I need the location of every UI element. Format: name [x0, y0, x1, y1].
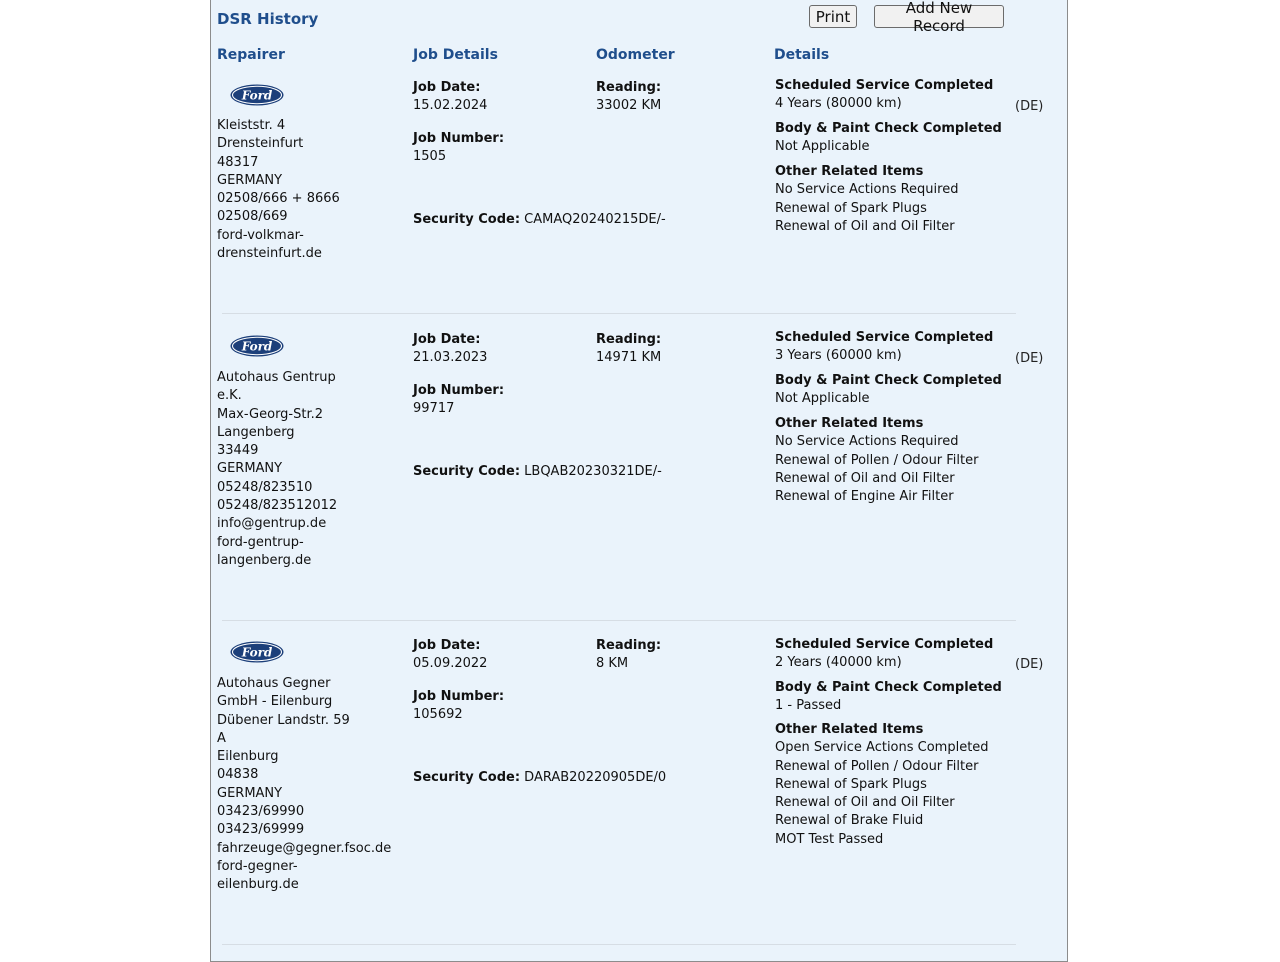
scheduled-value: 3 Years (60000 km)	[775, 348, 902, 364]
logo-text: Ford	[241, 645, 273, 660]
address-line: GERMANY	[217, 785, 283, 801]
address-line: Kleiststr. 4	[217, 118, 286, 133]
security-code	[413, 769, 666, 787]
address-line: 02508/666 + 8666	[217, 191, 340, 207]
column-header-odometer: Odometer	[596, 47, 675, 63]
address-line: GERMANY	[217, 172, 283, 188]
address-line: 33449	[217, 443, 259, 459]
address-line: A	[217, 730, 226, 746]
scheduled-value: 2 Years (40000 km)	[775, 655, 902, 671]
body-paint-check	[775, 679, 1002, 716]
other-item: Open Service Actions Completed	[775, 740, 989, 756]
country-code: (DE)	[1015, 657, 1044, 672]
print-button[interactable]: Print	[809, 5, 857, 28]
repairer-address	[217, 369, 337, 570]
scheduled-label: Scheduled Service Completed	[775, 637, 994, 652]
scheduled-label: Scheduled Service Completed	[775, 330, 994, 345]
country-code: (DE)	[1015, 351, 1044, 366]
job-date-value: 15.02.2024	[413, 98, 488, 114]
job-number	[413, 382, 504, 419]
job-date-label: Job Date:	[413, 638, 481, 653]
address-line: GmbH - Eilenburg	[217, 694, 333, 710]
other-item: MOT Test Passed	[775, 831, 884, 847]
repairer-address	[217, 675, 391, 895]
address-line: Dübener Landstr. 59	[217, 712, 350, 728]
record-divider	[222, 944, 1016, 945]
security-code-value: LBQAB20230321DE/-	[524, 464, 662, 479]
odometer-reading	[596, 637, 661, 674]
job-number-value: 99717	[413, 401, 455, 417]
scheduled-service	[775, 636, 993, 673]
record-divider	[222, 620, 1016, 621]
address-line: fahrzeuge@gegner.fsoc.de	[217, 840, 392, 856]
other-item: Renewal of Oil and Oil Filter	[775, 470, 955, 486]
job-number-label: Job Number:	[413, 383, 505, 398]
other-related-items	[775, 721, 989, 849]
other-item: Renewal of Spark Plugs	[775, 776, 927, 792]
address-line: GERMANY	[217, 461, 283, 477]
address-line: Langenberg	[217, 424, 295, 440]
security-code-value: CAMAQ20240215DE/-	[524, 212, 666, 227]
reading-value: 8 KM	[596, 656, 629, 672]
job-number	[413, 688, 504, 725]
address-line: drensteinfurt.de	[217, 246, 322, 262]
address-line: e.K.	[217, 388, 242, 404]
address-line: Autohaus Gentrup	[217, 370, 336, 385]
other-label: Other Related Items	[775, 164, 924, 179]
other-related-items	[775, 163, 958, 236]
reading-value: 33002 KM	[596, 98, 662, 114]
job-date-value: 05.09.2022	[413, 656, 488, 672]
address-line: 04838	[217, 767, 259, 783]
body-paint-value: 1 - Passed	[775, 698, 842, 714]
job-date	[413, 331, 487, 368]
address-line: ford-gentrup-	[217, 534, 304, 550]
address-line: ford-gegner-	[217, 858, 298, 874]
record-divider	[222, 313, 1016, 314]
address-line: 05248/823512012	[217, 498, 338, 514]
job-date-label: Job Date:	[413, 332, 481, 347]
security-code-label: Security Code:	[413, 464, 521, 479]
address-line: 48317	[217, 154, 259, 170]
other-related-items	[775, 415, 978, 506]
reading-label: Reading:	[596, 638, 662, 653]
address-line: 03423/69990	[217, 804, 305, 820]
logo-text: Ford	[241, 88, 273, 103]
ford-logo-icon	[230, 84, 284, 106]
odometer-reading	[596, 79, 661, 116]
add-new-record-button[interactable]: Add New Record	[874, 5, 1004, 28]
reading-value: 14971 KM	[596, 350, 662, 366]
other-item: Renewal of Pollen / Odour Filter	[775, 452, 979, 468]
body-paint-label: Body & Paint Check Completed	[775, 680, 1002, 695]
address-line: Eilenburg	[217, 749, 279, 765]
address-line: info@gentrup.de	[217, 516, 327, 532]
security-code-label: Security Code:	[413, 212, 521, 227]
other-item: Renewal of Pollen / Odour Filter	[775, 758, 979, 774]
column-header-repairer: Repairer	[217, 47, 285, 63]
job-date-value: 21.03.2023	[413, 350, 488, 366]
job-number-label: Job Number:	[413, 131, 505, 146]
body-paint-check	[775, 372, 1002, 409]
security-code	[413, 463, 662, 481]
job-date	[413, 79, 487, 116]
scheduled-value: 4 Years (80000 km)	[775, 96, 902, 112]
reading-label: Reading:	[596, 80, 662, 95]
logo-text: Ford	[241, 339, 273, 354]
other-item: Renewal of Oil and Oil Filter	[775, 218, 955, 234]
job-date	[413, 637, 487, 674]
body-paint-label: Body & Paint Check Completed	[775, 373, 1002, 388]
ford-logo-icon	[230, 335, 284, 357]
reading-label: Reading:	[596, 332, 662, 347]
column-header-details: Details	[774, 47, 830, 63]
body-paint-check	[775, 120, 1002, 157]
odometer-reading	[596, 331, 661, 368]
body-paint-value: Not Applicable	[775, 139, 870, 155]
address-line: 02508/669	[217, 209, 288, 225]
country-code: (DE)	[1015, 99, 1044, 114]
address-line: ford-volkmar-	[217, 227, 304, 243]
other-item: Renewal of Oil and Oil Filter	[775, 795, 955, 811]
address-line: 03423/69999	[217, 822, 305, 838]
scheduled-label: Scheduled Service Completed	[775, 78, 994, 93]
job-number-label: Job Number:	[413, 689, 505, 704]
job-number-value: 1505	[413, 149, 447, 165]
other-item: Renewal of Engine Air Filter	[775, 489, 954, 505]
repairer-address	[217, 117, 340, 263]
security-code-value: DARAB20220905DE/0	[524, 770, 667, 785]
page-title: DSR History	[217, 10, 319, 28]
column-header-job-details: Job Details	[413, 47, 498, 63]
address-line: Drensteinfurt	[217, 136, 304, 152]
other-item: No Service Actions Required	[775, 434, 959, 450]
other-item: Renewal of Brake Fluid	[775, 813, 924, 829]
security-code	[413, 211, 666, 229]
other-item: Renewal of Spark Plugs	[775, 200, 927, 216]
ford-logo-icon	[230, 641, 284, 663]
job-number-value: 105692	[413, 707, 463, 723]
other-item: No Service Actions Required	[775, 182, 959, 198]
address-line: langenberg.de	[217, 552, 312, 568]
body-paint-label: Body & Paint Check Completed	[775, 121, 1002, 136]
address-line: 05248/823510	[217, 479, 313, 495]
security-code-label: Security Code:	[413, 770, 521, 785]
scheduled-service	[775, 77, 993, 114]
job-date-label: Job Date:	[413, 80, 481, 95]
address-line: Max-Georg-Str.2	[217, 406, 324, 422]
address-line: Autohaus Gegner	[217, 676, 331, 691]
job-number	[413, 130, 504, 167]
address-line: eilenburg.de	[217, 877, 299, 893]
body-paint-value: Not Applicable	[775, 391, 870, 407]
other-label: Other Related Items	[775, 416, 924, 431]
scheduled-service	[775, 329, 993, 366]
other-label: Other Related Items	[775, 722, 924, 737]
